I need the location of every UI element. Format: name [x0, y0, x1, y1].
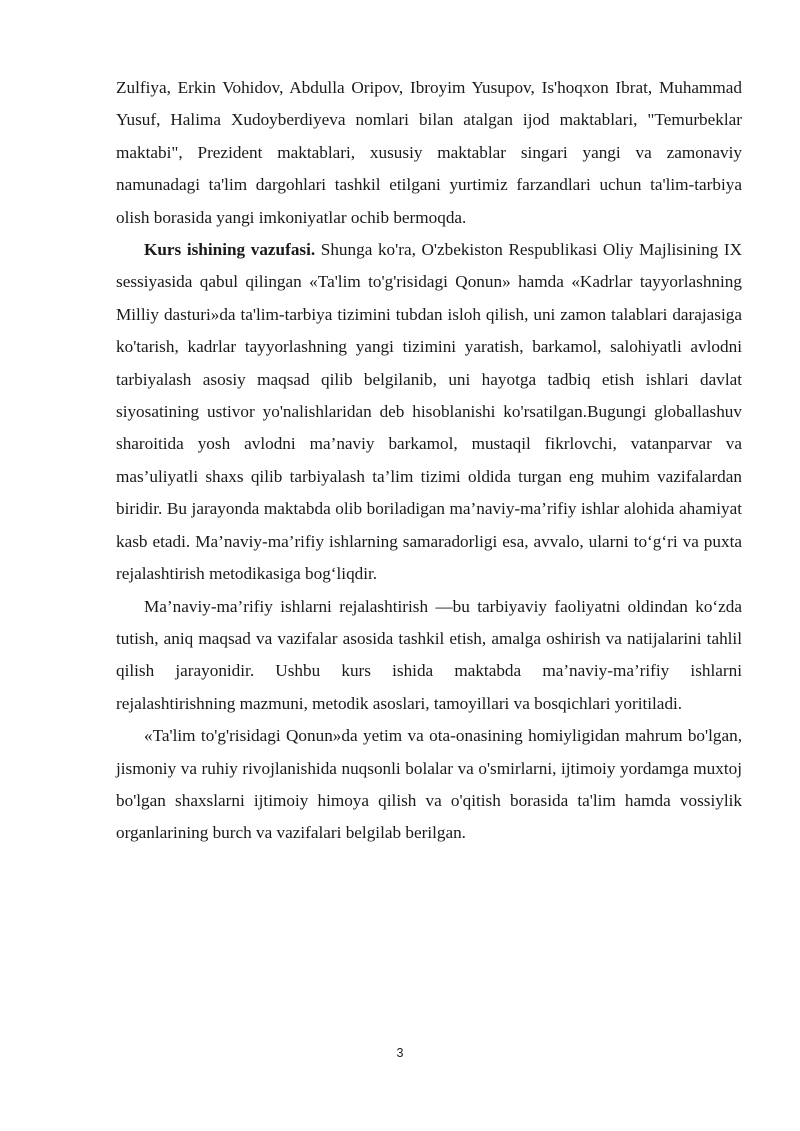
paragraph-1-text: Zulfiya, Erkin Vohidov, Abdulla Oripov, Ibroyim Yusupov, Is'hoqxon Ibrat, Muhammad Yusuf, Halima Xudoyberdiyeva nomlari bilan atalgan ijod maktablari, "Temurbeklar maktabi", Prezident maktablari, xususiy maktablar singari yangi va zamonaviy namunadagi ta'lim dargohlari tashkil etilgani yurtimiz farzandlari uchun ta'lim-tarbiya olish borasida yangi imkoniyatlar ochib bermoqda.: [116, 78, 742, 227]
document-body: [116, 72, 742, 850]
paragraph-3: [116, 591, 742, 721]
paragraph-2-text: Shunga ko'ra, O'zbekiston Respublikasi Oliy Majlisining IX sessiyasida qabul qilingan «Ta'lim to'g'risidagi Qonun» hamda «Kadrlar tayyorlashning Milliy dasturi»da ta'lim-tarbiya tizimini tubdan isloh qilish, uni zamon talablari darajasiga ko'tarish, kadrlar tayyorlashning yangi tizimini yaratish, barkamol, salohiyatli avlodni tarbiyalash asosiy maqsad qilib belgilanib, uni hayotga tadbiq etish ishlari davlat siyosatining ustivor yo'nalishlaridan deb hisoblanishi ko'rsatilgan.Bugungi globallashuv sharoitida yosh avlodni ma’naviy barkamol, mustaqil fikrlovchi, vatanparvar va mas’uliyatli shaxs qilib tarbiyalash ta’lim tizimi oldida turgan eng muhim vazifalardan biridir. Bu jarayonda maktabda olib boriladigan ma’naviy-ma’rifiy ishlar alohida ahamiyat kasb etadi. Ma’naviy-ma’rifiy ishlarning samaradorligi esa, avvalo, ularni to‘g‘ri va puxta rejalashtirish metodikasiga bog‘liqdir.: [116, 240, 742, 584]
paragraph-2-lead: Kurs ishining vazufasi.: [144, 240, 316, 260]
page-number: 3: [396, 1046, 404, 1060]
paragraph-3-text: Ma’naviy-ma’rifiy ishlarni rejalashtirish —bu tarbiyaviy faoliyatni oldindan ko‘zda tutish, aniq maqsad va vazifalar asosida tashkil etish, amalga oshirish va natijalarini tahlil qilish jarayonidir. Ushbu kurs ishida maktabda ma’naviy-ma’rifiy ishlarni rejalashtirishning mazmuni, metodik asoslari, tamoyillari va bosqichlari yoritiladi.: [116, 596, 742, 713]
paragraph-1: [116, 72, 742, 234]
paragraph-4-text: «Ta'lim to'g'risidagi Qonun»da yetim va ota-onasining homiyligidan mahrum bo'lgan, jismoniy va ruhiy rivojlanishida nuqsonli bolalar va o'smirlarni, ijtimoiy yordamga muxtoj bo'lgan shaxslarni ijtimoiy himoya qilish va o'qitish borasida ta'lim hamda vossiylik organlarining burch va vazifalari belgilab berilgan.: [116, 726, 742, 843]
paragraph-4: [116, 720, 742, 850]
paragraph-2: [116, 234, 742, 590]
